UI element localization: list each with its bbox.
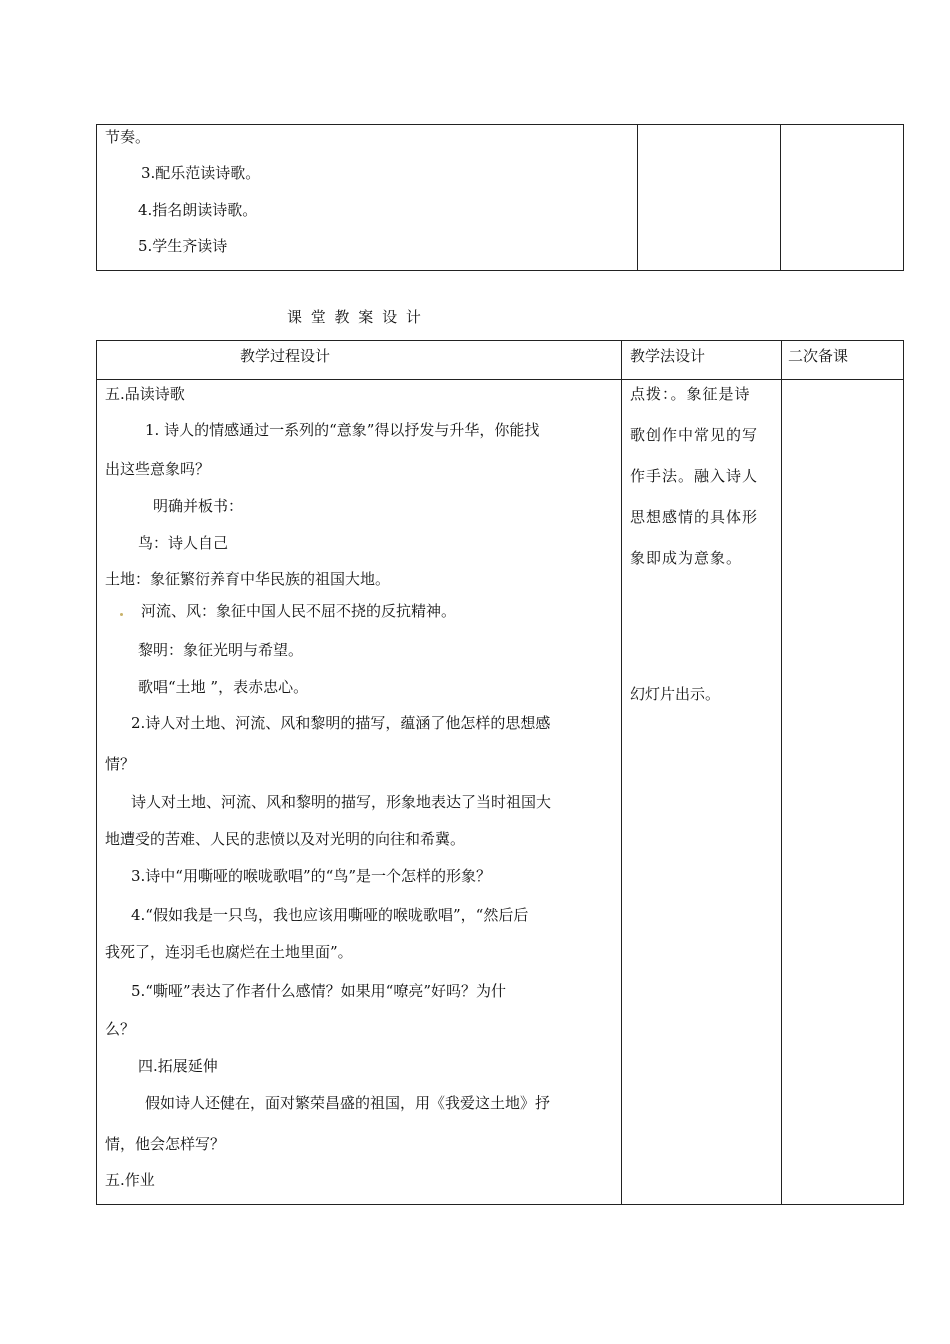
process-line: 土地：象征繁衍养育中华民族的祖国大地。 <box>105 570 391 588</box>
header-second-prep: 二次备课 <box>788 347 849 365</box>
process-line: 1. 诗人的情感通过一系列的“意象”得以抒发与升华，你能找 <box>145 421 540 439</box>
top-line-4: 4.指名朗读诗歌。 <box>138 201 258 219</box>
process-line: 情，他会怎样写？ <box>105 1135 226 1153</box>
process-line: 四.拓展延伸 <box>138 1057 218 1075</box>
method-line: 点拨：。象征是诗 <box>630 385 751 403</box>
process-line: 假如诗人还健在，面对繁荣昌盛的祖国，用《我爱这土地》抒 <box>145 1094 551 1112</box>
method-line: 思想感情的具体形 <box>630 508 759 526</box>
process-line: 明确并板书： <box>153 497 244 515</box>
top-line-3: 3.配乐范读诗歌。 <box>141 164 261 182</box>
stray-mark <box>120 613 123 616</box>
main-table-divider-2 <box>781 341 782 1204</box>
process-line: 五.品读诗歌 <box>105 385 185 403</box>
header-row-divider <box>97 379 903 380</box>
process-line: 黎明：象征光明与希望。 <box>138 641 304 659</box>
process-line: 情？ <box>105 755 136 773</box>
top-table-divider-1 <box>637 125 638 270</box>
section-title: 课 堂 教 案 设 计 <box>287 308 423 326</box>
method-line: 幻灯片出示。 <box>630 685 721 703</box>
top-line-5: 5.学生齐读诗 <box>138 237 228 255</box>
process-line: 出这些意象吗？ <box>105 460 211 478</box>
method-line: 作手法。融入诗人 <box>630 467 759 485</box>
process-line: 么？ <box>105 1020 136 1038</box>
main-table-divider-1 <box>621 341 622 1204</box>
process-line: 4.“假如我是一只鸟，我也应该用嘶哑的喉咙歌唱”，“然后后 <box>131 906 529 924</box>
process-line: 地遭受的苦难、人民的悲愤以及对光明的向往和希冀。 <box>105 830 466 848</box>
process-line: 鸟：诗人自己 <box>138 534 229 552</box>
process-line: 河流、风：象征中国人民不屈不挠的反抗精神。 <box>141 602 457 620</box>
top-line-rhythm: 节奏。 <box>105 128 151 146</box>
process-line: 我死了，连羽毛也腐烂在土地里面”。 <box>105 943 353 961</box>
header-teaching-process: 教学过程设计 <box>240 347 331 365</box>
top-table-divider-2 <box>780 125 781 270</box>
process-line: 2.诗人对土地、河流、风和黎明的描写，蕴涵了他怎样的思想感 <box>131 714 551 732</box>
header-teaching-method: 教学法设计 <box>630 347 706 365</box>
process-line: 诗人对土地、河流、风和黎明的描写，形象地表达了当时祖国大 <box>131 793 552 811</box>
process-line: 歌唱“土地 ”，表赤忠心。 <box>138 678 309 696</box>
method-line: 歌创作中常见的写 <box>630 426 759 444</box>
process-line: 五.作业 <box>105 1171 155 1189</box>
process-line: 5.“嘶哑”表达了作者什么感情？如果用“嘹亮”好吗？为什 <box>131 982 506 1000</box>
process-line: 3.诗中“用嘶哑的喉咙歌唱”的“鸟”是一个怎样的形象？ <box>131 867 491 885</box>
method-line: 象即成为意象。 <box>630 549 743 567</box>
